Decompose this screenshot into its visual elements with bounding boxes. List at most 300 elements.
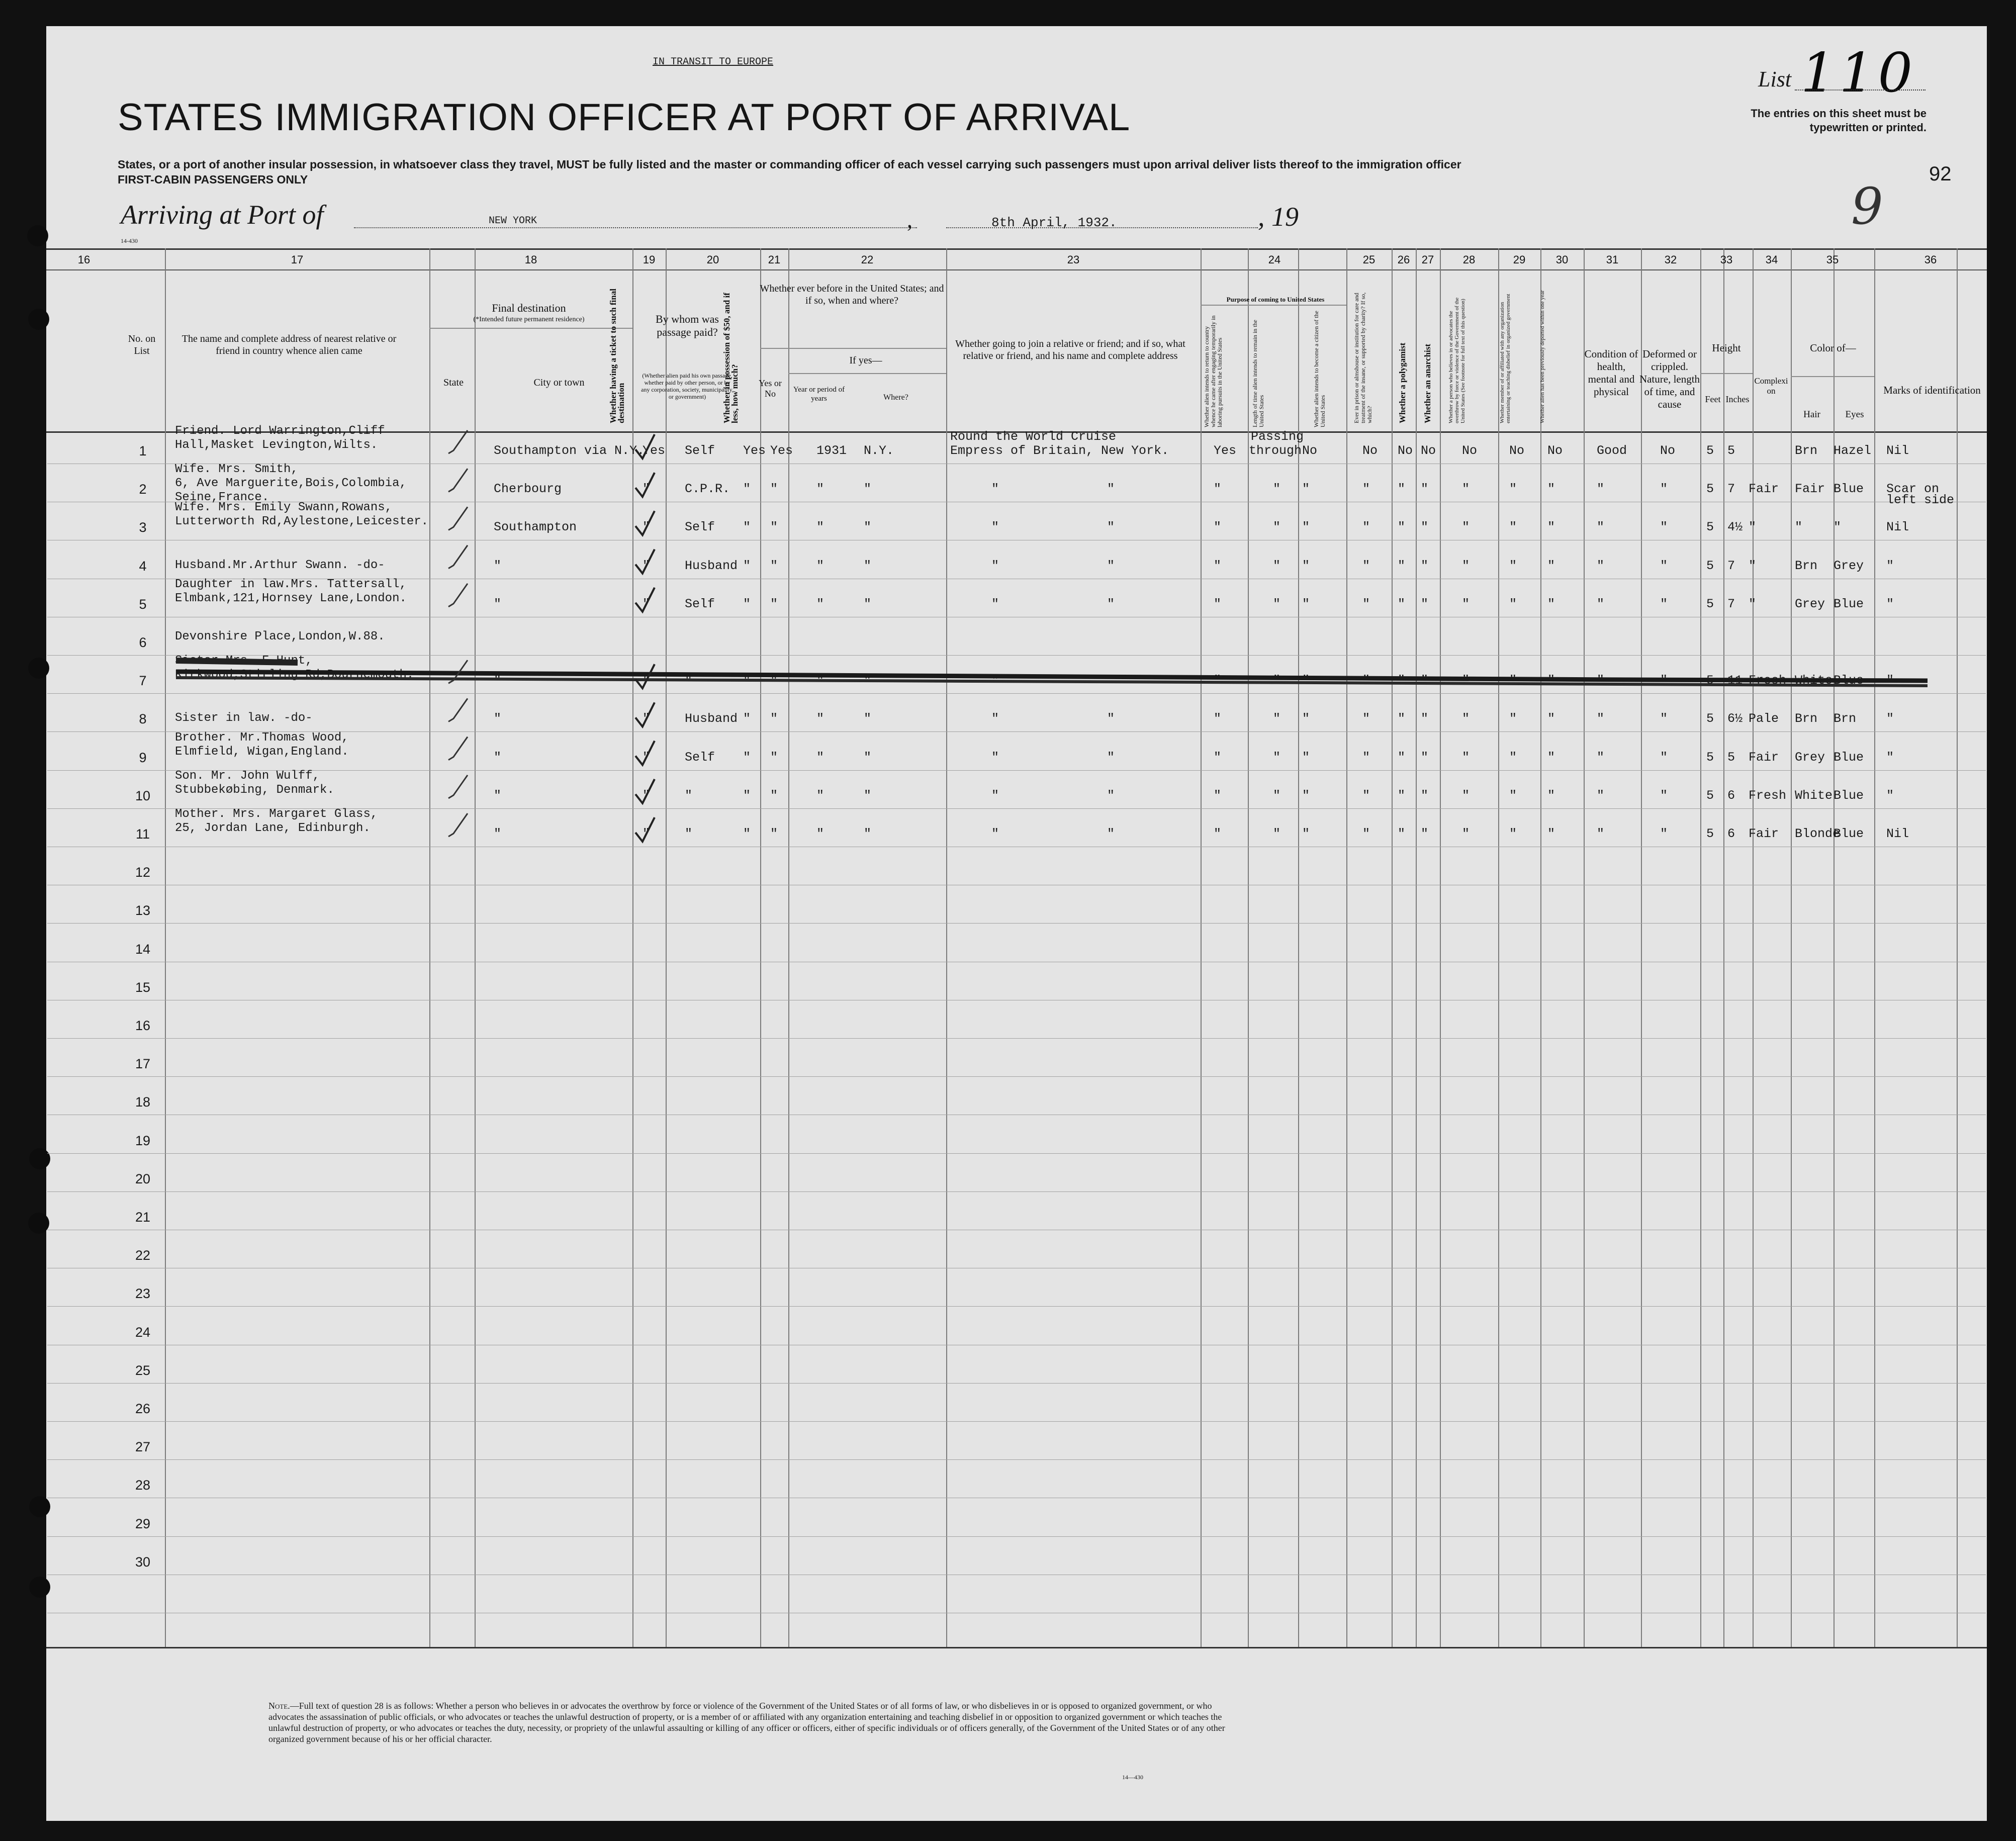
field-join-relation: " [991,597,999,611]
field-ever: " [770,750,778,765]
field-paid: Self [685,597,715,611]
relative-address: Hall,Masket Levington,Wilts. [175,438,378,452]
field-ever: " [770,711,778,726]
row-number: 26 [135,1401,151,1416]
field-complexion: Fair [1749,482,1779,496]
field-over: " [1462,826,1470,841]
field-paid: Self [685,750,715,765]
field-feet: 5 [1706,750,1714,765]
field-paid: " [685,788,693,803]
entries-note: The entries on this sheet must be typewritten or printed. [1751,107,1927,134]
field-dep: " [1547,711,1555,726]
field-where: " [864,750,872,765]
field-eyes: Grey [1834,559,1864,573]
column-number: 30 [1555,253,1569,266]
field-p1: " [1214,826,1222,841]
field-hair: Grey [1795,750,1825,765]
field-feet: 5 [1706,597,1714,611]
field-p3: " [1302,559,1310,573]
column-number: 16 [77,253,90,266]
field-purpose-length: " [1273,750,1281,765]
field-eyes: Blue [1834,750,1864,765]
column-number: 32 [1664,253,1677,266]
field-deformed: " [1660,788,1668,803]
list-label: List [1758,67,1792,91]
relative-address: 25, Jordan Lane, Edinburgh. [175,821,371,835]
row-number: 2 [139,482,147,497]
field-dep: " [1547,788,1555,803]
field-deformed: " [1660,711,1668,726]
field-where: N.Y. [864,443,894,458]
field-prison: " [1362,559,1370,573]
field-deformed: " [1660,482,1668,496]
field-eyes: Blue [1834,482,1864,496]
field-where: " [864,711,872,726]
field-city: " [494,597,502,611]
column-number: 22 [861,253,874,266]
field-marks-2: left side [1886,493,1955,507]
row-number: 18 [135,1094,151,1110]
field-eyes: " [1834,520,1842,534]
field-inches: 6½ [1727,711,1743,726]
relative-address: Stubbekøbing, Denmark. [175,783,334,797]
field-hair: Brn [1795,711,1818,726]
field-feet: 5 [1706,788,1714,803]
header-purpose-b: Length of time alien intends to remain in the United States [1251,320,1265,427]
field-memb: " [1509,788,1517,803]
field-ticket: " [643,711,651,726]
field-ticket: " [643,673,651,688]
field-anar: " [1421,559,1429,573]
field-feet: 5 [1706,711,1714,726]
field-anar: " [1421,520,1429,534]
row-number: 5 [139,597,147,612]
field-deformed: " [1660,597,1668,611]
relative-address: Seine,France. [175,491,269,504]
header-yes-or-no: Yes or No [759,378,782,399]
field-c50: Yes [743,443,766,458]
row-number: 12 [135,865,151,880]
check-icon [448,430,468,453]
field-poly: " [1398,597,1406,611]
header-join-relative: Whether going to join a relative or friend; and if so, what relative or friend, and his name and complete address [955,338,1185,361]
field-city: Southampton via N.Y. [494,443,645,458]
field-p1: " [1214,673,1222,688]
field-poly: No [1398,443,1413,458]
field-memb: " [1509,826,1517,841]
field-feet: 5 [1706,559,1714,573]
margin-number: 9 [1851,177,1883,236]
check-icon [635,434,655,458]
field-year: " [816,597,824,611]
field-health: " [1597,673,1605,688]
field-c50: " [743,559,751,573]
header-marks: Marks of identification [1883,384,1981,396]
field-anar: " [1421,826,1429,841]
field-city: " [494,750,502,765]
header-polygamist: Whether a polygamist [1398,342,1407,423]
field-inches: 4½ [1727,520,1743,534]
field-city: Southampton [494,520,577,534]
field-purpose-length: " [1273,711,1281,726]
field-poly: " [1398,711,1406,726]
field-p1: " [1214,597,1222,611]
relative-address: Sister.Mrs. F Hunt, [175,654,313,668]
field-c50: " [743,750,751,765]
field-prison: " [1362,826,1370,841]
field-city: " [494,788,502,803]
field-inches: 6 [1727,788,1735,803]
field-poly: " [1398,520,1406,534]
field-ticket: " [643,750,651,765]
row-number: 3 [139,520,147,535]
year-suffix: , 19 [1258,202,1299,232]
field-anar: No [1421,443,1436,458]
field-c50: " [743,482,751,496]
field-p1: " [1214,788,1222,803]
field-feet: 5 [1706,673,1714,688]
field-c50: " [743,673,751,688]
column-number: 33 [1720,253,1733,266]
field-over: No [1462,443,1478,458]
field-health: " [1597,826,1605,841]
field-purpose-length: " [1273,826,1281,841]
check-icon [448,698,468,721]
row-number: 19 [135,1133,151,1148]
field-over: " [1462,750,1470,765]
field-memb: " [1509,597,1517,611]
field-complexion: Pale [1749,711,1779,726]
row-number: 9 [139,750,147,765]
header-ever-before: Whether ever before in the United States; and if so, when and where? [760,283,944,306]
row-number: 13 [135,903,151,918]
field-inches: 7 [1727,559,1735,573]
row-number: 17 [135,1056,151,1071]
field-marks: Nil [1886,826,1909,841]
field-dep: " [1547,559,1555,573]
field-marks: " [1886,711,1894,726]
field-eyes: Brn [1834,711,1857,726]
check-icon [635,741,655,765]
field-health: " [1597,711,1605,726]
field-memb: " [1509,750,1517,765]
field-paid: C.P.R. [685,482,730,496]
field-p3: " [1302,711,1310,726]
form-code: 14-430 [121,237,138,244]
port-value: NEW YORK [489,215,537,227]
field-purpose-length: " [1273,559,1281,573]
field-eyes: Blue [1834,788,1864,803]
header-color-of: Color of— [1810,342,1856,354]
check-icon [448,737,468,760]
field-hair: Brn [1795,559,1818,573]
row-number: 11 [135,826,150,842]
field-prison: " [1362,520,1370,534]
header-member: Whether member of or affiliated with any organization entertaining or teaching disbelief in organized government [1499,294,1511,423]
check-icon [635,588,655,612]
row-number: 24 [135,1325,151,1340]
field-where: " [864,673,872,688]
field-join-address: Empress of Britain, New York. [950,443,1169,458]
field-where: " [864,597,872,611]
field-purpose-length: " [1273,673,1281,688]
field-p3: " [1302,826,1310,841]
row-number: 1 [139,443,147,458]
field-purpose-length: Passing [1251,429,1304,444]
check-icon [635,702,655,726]
field-ever: Yes [770,443,793,458]
column-number: 31 [1606,253,1619,266]
field-paid: Self [685,443,715,458]
column-number: 35 [1826,253,1839,266]
check-icon [448,584,468,607]
row-number: 27 [135,1439,151,1454]
row-number: 6 [139,635,147,650]
field-p1: " [1214,711,1222,726]
relative-address: Husband.Mr.Arthur Swann. -do- [175,559,385,572]
field-paid: " [685,826,693,841]
column-number: 23 [1067,253,1080,266]
relative-address: Son. Mr. John Wulff, [175,769,320,783]
header-where: Where? [883,393,908,402]
field-c50: " [743,826,751,841]
field-ever: " [770,597,778,611]
field-purpose-length: " [1273,597,1281,611]
field-deformed: No [1660,443,1676,458]
field-marks: " [1886,559,1894,573]
field-eyes: Hazel [1834,443,1872,458]
field-paid: Husband [685,711,738,726]
header-year-period: Year or period of years [793,386,845,403]
footnote-text: —Full text of question 28 is as follows: Whether a person who believes in or advocates the overthrow by force or violence of the Government of the United States or of all forms of law, or who disbelieves in or is opposed to organized government, or who advocates the assassination of public officials, or who advocates or teaches the unlawful destruction of property, or is a member of or affiliated with any organization entertaining and teaching disbelief in or opposition to organized government or which teaches the unlawful destruction of property, or who advocates or teaches the duty, necessity, or propriety of the unlawful assaulting or killing of any officer or officers, either of specific individuals or of officers generally, of the Government of the United States or of any other organized government because of his or her official character. [268,1701,1225,1744]
field-join-relation: Round the World Cruise [950,429,1117,444]
field-purpose-length-2: through [1249,443,1302,458]
row-number: 7 [139,673,147,688]
field-p3: No [1302,443,1318,458]
field-memb: No [1509,443,1525,458]
row-number: 8 [139,711,147,726]
field-dep: " [1547,520,1555,534]
field-anar: " [1421,673,1429,688]
field-year: " [816,826,824,841]
field-join-address: " [1107,482,1115,496]
relative-address: Mother. Mrs. Margaret Glass, [175,807,378,821]
field-marks: " [1886,750,1894,765]
field-dep: " [1547,597,1555,611]
field-hair: Grey [1795,597,1825,611]
row-number: 29 [135,1516,151,1531]
arriving-label: Arriving at Port of [121,200,324,230]
check-icon [448,507,468,530]
header-overthrow: Whether a person who believes in or advocates the overthrow by force or violence of the Government of the United States (See footnote for full text of this question) [1448,297,1466,423]
row-number: 28 [135,1478,151,1493]
field-over: " [1462,597,1470,611]
check-icon [448,775,468,798]
field-prison: " [1362,673,1370,688]
row-number: 22 [135,1248,151,1263]
field-memb: " [1509,559,1517,573]
field-prison: " [1362,711,1370,726]
column-number: 24 [1268,253,1281,266]
field-health: " [1597,559,1605,573]
field-inches: 5 [1727,750,1735,765]
field-p3: " [1302,597,1310,611]
field-hair: White [1795,788,1833,803]
column-number: 36 [1924,253,1937,266]
field-year: " [816,750,824,765]
row-number: 21 [135,1210,151,1225]
relative-address: Friend. Lord Warrington,Cliff [175,424,385,438]
header-state: State [443,377,464,388]
field-complexion: Fresh [1749,788,1787,803]
field-inches: 7 [1727,482,1735,496]
header-hair: Hair [1803,409,1820,420]
field-c50: " [743,788,751,803]
check-icon [635,779,655,803]
footnote-label: Note. [268,1701,290,1711]
field-p3: " [1302,520,1310,534]
field-inches: 11 [1727,673,1743,688]
field-city: " [494,559,502,573]
column-number: 29 [1513,253,1526,266]
header-city-or-town: City or town [533,377,585,388]
column-number: 28 [1462,253,1476,266]
field-ticket: " [643,788,651,803]
row-number: 23 [135,1286,151,1301]
field-feet: 5 [1706,520,1714,534]
header-by-whom-note: (Whether alien paid his own passage, whether paid by other person, or by any corporation, society, municipality, or government) [641,372,734,400]
column-number: 18 [524,253,537,266]
field-join-relation: " [991,826,999,841]
field-join-address: " [1107,673,1115,688]
field-year: 1931 [816,443,847,458]
field-join-address: " [1107,711,1115,726]
header-height: Height [1712,342,1741,354]
field-complexion: " [1749,559,1757,573]
header-ticket: Whether having a ticket to such final destination [608,289,626,423]
field-hair: " [1795,520,1803,534]
field-inches: 7 [1727,597,1735,611]
field-paid: " [685,673,693,688]
relative-address: Wife. Mrs. Emily Swann,Rowans, [175,501,393,514]
relative-address: Lutterworth Rd,Aylestone,Leicester. [175,515,429,528]
field-city: " [494,673,502,688]
field-inches: 5 [1727,443,1735,458]
field-poly: " [1398,788,1406,803]
column-number: 34 [1765,253,1778,266]
field-deformed: " [1660,520,1668,534]
manifest-sheet [46,26,1987,1821]
field-eyes: Blue [1834,673,1864,688]
field-over: " [1462,559,1470,573]
field-join-relation: " [991,788,999,803]
field-poly: " [1398,559,1406,573]
field-join-address: " [1107,597,1115,611]
field-hair: Fair [1795,482,1825,496]
field-anar: " [1421,597,1429,611]
field-paid: Husband [685,559,738,573]
field-city: " [494,711,502,726]
field-p1: " [1214,482,1222,496]
column-number: 26 [1397,253,1410,266]
column-number: 20 [706,253,719,266]
field-over: " [1462,673,1470,688]
field-city: Cherbourg [494,482,562,496]
check-icon [448,545,468,569]
field-health: " [1597,788,1605,803]
date-value: 8th April, 1932. [991,215,1117,230]
field-feet: 5 [1706,826,1714,841]
relative-address: 6, Ave Marguerite,Bois,Colombia, [175,477,407,490]
field-memb: " [1509,520,1517,534]
header-condition: Condition of health, mental and physical [1584,348,1638,398]
column-number: 17 [291,253,304,266]
field-poly: " [1398,673,1406,688]
field-year: " [816,673,824,688]
field-purpose-length: " [1273,482,1281,496]
field-p1: Yes [1214,443,1237,458]
field-city: " [494,826,502,841]
field-purpose-length: " [1273,520,1281,534]
field-c50: " [743,711,751,726]
header-nearest-relative: The name and complete address of nearest relative or friend in country whence alien came [181,333,397,356]
field-hair: Brn [1795,443,1818,458]
field-ever: " [770,520,778,534]
field-join-relation: " [991,482,999,496]
relative-address: Elmbank,121,Hornsey Lane,London. [175,592,407,605]
field-health: " [1597,520,1605,534]
field-complexion: Fresh [1749,673,1787,688]
column-number: 21 [768,253,781,266]
field-over: " [1462,520,1470,534]
field-eyes: Blue [1834,597,1864,611]
field-anar: " [1421,750,1429,765]
field-join-relation: " [991,750,999,765]
relative-address: Daughter in law.Mrs. Tattersall, [175,578,407,591]
field-memb: " [1509,711,1517,726]
header-deformed: Deformed or crippled. Nature, length of time, and cause [1639,348,1700,410]
field-hair: White [1795,673,1833,688]
field-prison: " [1362,482,1370,496]
field-year: " [816,559,824,573]
field-eyes: Blue [1834,826,1864,841]
field-where: " [864,788,872,803]
field-anar: " [1421,482,1429,496]
field-ever: " [770,482,778,496]
field-p1: " [1214,750,1222,765]
field-poly: " [1398,482,1406,496]
row-number: 15 [135,980,151,995]
header-inches: Inches [1725,394,1750,404]
field-join-address: " [1107,559,1115,573]
header-no-on-list: No. on List [128,333,156,356]
field-paid: Self [685,520,715,534]
field-marks: Nil [1886,443,1909,458]
field-memb: " [1509,482,1517,496]
field-prison: " [1362,597,1370,611]
field-hair: Blonde [1795,826,1841,841]
relative-address: Brother. Mr.Thomas Wood, [175,731,349,745]
field-ever: " [770,559,778,573]
relative-address: Sister in law. -do- [175,711,313,725]
header-if-yes: If yes— [849,355,882,366]
field-p3: " [1302,788,1310,803]
port-comma: , [907,208,912,232]
field-ever: " [770,788,778,803]
header-deported: Whether alien has been previously deported within one year [1539,290,1545,423]
field-year: " [816,711,824,726]
field-health: Good [1597,443,1627,458]
